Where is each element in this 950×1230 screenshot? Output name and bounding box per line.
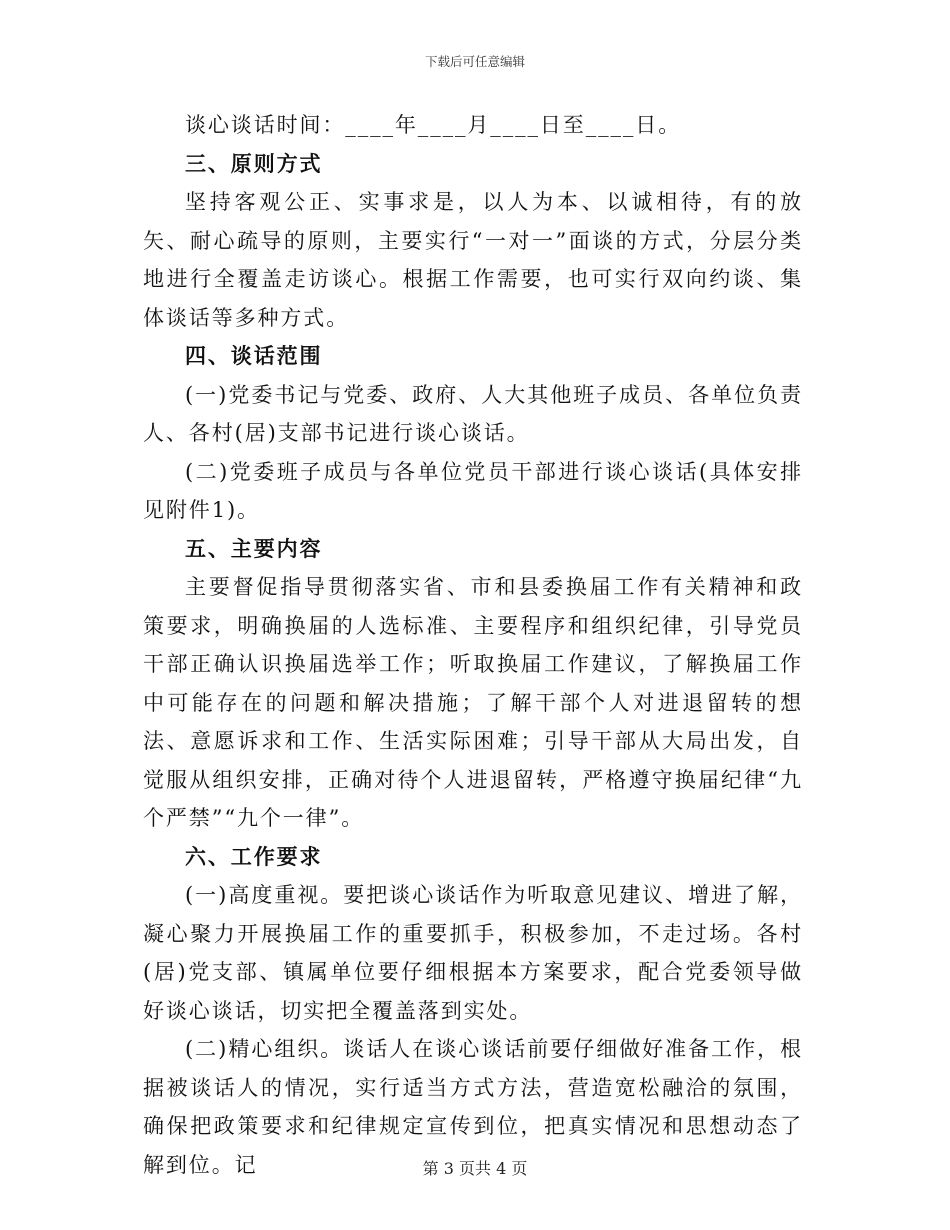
section-5-paragraph-1: 主要督促指导贯彻落实省、市和县委换届工作有关精神和政策要求，明确换届的人选标准、主要程序和组织纪律，引导党员干部正确认识换届选举工作；听取换届工作建议，了解换届工作中可能存在的问题和解决措施；了解干部个人对进退留转的想法、意愿诉求和工作、生活实际困难；引导干部从大局出发，自觉服从组织安排，正确对待个人进退留转，严格遵守换届纪律“九个严禁”“九个一律”。 xyxy=(143,575,803,830)
section-4-paragraph-1: (一)党委书记与党委、政府、人大其他班子成员、各单位负责人、各村(居)支部书记进行谈心谈话。 xyxy=(143,382,803,445)
talk-time-line: 谈心谈话时间：____年____月____日至____日。 xyxy=(185,113,682,137)
page-footer: 第 3 页共 4 页 xyxy=(422,1159,528,1178)
page-header: 下载后可任意编辑 xyxy=(424,54,525,69)
section-3-heading: 三、原则方式 xyxy=(185,150,323,176)
section-6-heading: 六、工作要求 xyxy=(185,843,323,869)
document-body xyxy=(143,106,803,1184)
section-6-paragraph-2: (二)精心组织。谈话人在谈心谈话前要仔细做好准备工作，根据被谈话人的情况，实行适当方式方法，营造宽松融洽的氛围，确保把政策要求和纪律规定宣传到位，把真实情况和思想动态了解到位。记 xyxy=(143,1037,803,1177)
section-3-paragraph-1: 坚持客观公正、实事求是，以人为本、以诚相待，有的放矢、耐心疏导的原则，主要实行“一对一”面谈的方式，分层分类地进行全覆盖走访谈心。根据工作需要，也可实行双向约谈、集体谈话等多种方式。 xyxy=(143,190,803,330)
section-4-heading: 四、谈话范围 xyxy=(185,343,323,368)
section-5-heading: 五、主要内容 xyxy=(185,535,323,561)
section-4-paragraph-2: (二)党委班子成员与各单位党员干部进行谈心谈话(具体安排见附件1)。 xyxy=(143,459,803,522)
section-6-paragraph-1: (一)高度重视。要把谈心谈话作为听取意见建议、增进了解，凝心聚力开展换届工作的重要抓手，积极参加，不走过场。各村(居)党支部、镇属单位要仔细根据本方案要求，配合党委领导做好谈心谈话，切实把全覆盖落到实处。 xyxy=(143,883,803,1023)
